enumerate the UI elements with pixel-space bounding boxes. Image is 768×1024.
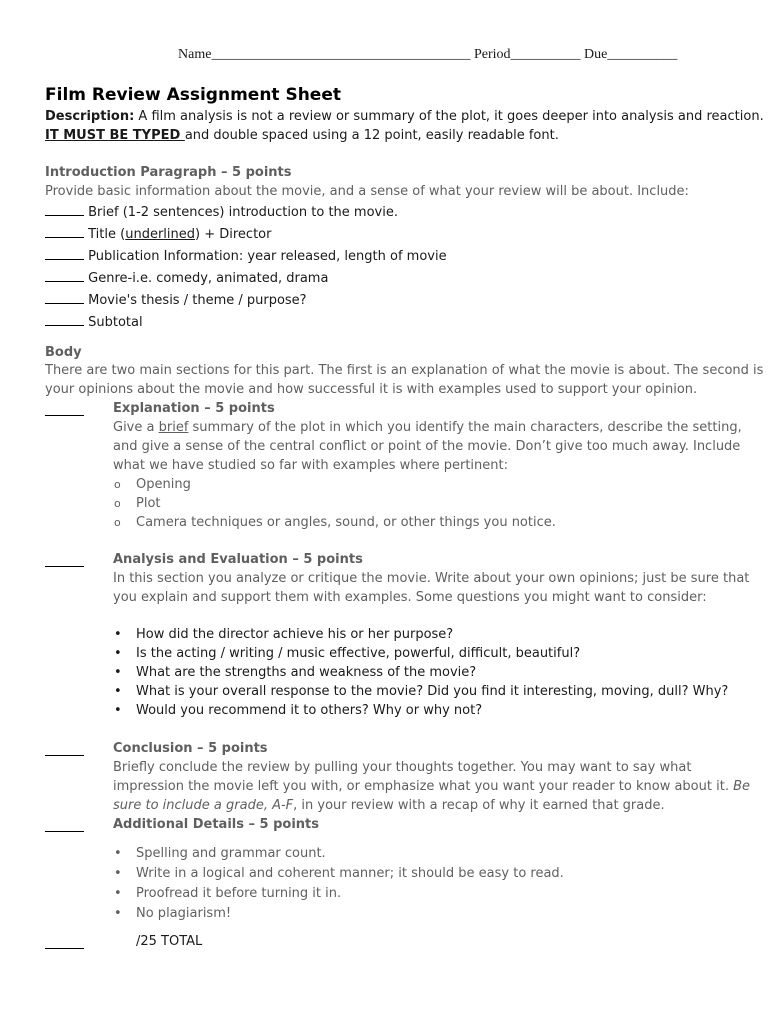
due-label: Due	[584, 47, 608, 62]
intro-item	[45, 203, 398, 220]
explanation-bullet: Opening	[136, 477, 191, 492]
intro-item-label: Subtotal	[88, 315, 143, 330]
additional-bullet: No plagiarism!	[136, 906, 232, 921]
bullet-marker: •	[114, 906, 122, 921]
additional-bullet: Spelling and grammar count.	[136, 846, 326, 861]
bullet-marker: •	[114, 627, 122, 642]
bullet-marker: o	[114, 497, 121, 510]
analysis-question: Would you recommend it to others? Why or why not?	[136, 703, 483, 718]
bullet-marker: •	[114, 886, 122, 901]
explanation-bullet: Plot	[136, 496, 161, 511]
underlined-word: underlined	[125, 227, 196, 242]
description-line-2	[45, 128, 559, 143]
bullet-marker: •	[114, 703, 122, 718]
bullet-marker: •	[114, 866, 122, 881]
analysis-question: Is the acting / writing / music effective, powerful, difficult, beautiful?	[136, 646, 581, 661]
conclusion-line: sure to include a grade, A-F, in your review with a recap of why it earned that grade.	[113, 798, 665, 813]
total-label: /25 TOTAL	[136, 934, 203, 949]
description-text: A film analysis is not a review or summary of the plot, it goes deeper into analysis and reaction.	[134, 109, 764, 124]
intro-item	[45, 313, 143, 330]
name-label: Name	[178, 47, 212, 62]
body-text-line: There are two main sections for this part. The first is an explanation of what the movie is about. The second is	[45, 363, 764, 378]
additional-heading: Additional Details – 5 points	[113, 817, 320, 832]
score-blank	[45, 566, 84, 567]
bullet-marker: o	[114, 516, 121, 529]
explanation-bullet: Camera techniques or angles, sound, or other things you notice.	[136, 515, 556, 530]
intro-item	[45, 225, 271, 242]
bullet-marker: o	[114, 478, 121, 491]
period-line: __________	[510, 47, 581, 62]
intro-item-label: Brief (1-2 sentences) introduction to the movie.	[88, 205, 398, 220]
bullet-marker: •	[114, 665, 122, 680]
conclusion-line: Briefly conclude the review by pulling your thoughts together. You may want to say what	[113, 760, 692, 775]
additional-bullet: Proofread it before turning it in.	[136, 886, 342, 901]
analysis-heading: Analysis and Evaluation – 5 points	[113, 552, 363, 567]
brief-word: brief	[158, 420, 189, 435]
score-blank	[45, 269, 84, 282]
score-blank	[45, 831, 84, 832]
intro-item-label: Genre-i.e. comedy, animated, drama	[88, 271, 329, 286]
intro-text: Provide basic information about the movie, and a sense of what your review will be about. Include:	[45, 184, 689, 199]
page-title: Film Review Assignment Sheet	[45, 85, 341, 105]
analysis-line: you explain and support them with examples. Some questions you might want to consider:	[113, 590, 707, 605]
analysis-line: In this section you analyze or critique the movie. Write about your own opinions; just be sure that	[113, 571, 750, 586]
due-line: __________	[607, 47, 678, 62]
analysis-question: How did the director achieve his or her purpose?	[136, 627, 454, 642]
explanation-line: and give a sense of the central conflict or point of the movie. Don’t give too much away. Include	[113, 439, 741, 454]
analysis-question: What is your overall response to the movie? Did you find it interesting, moving, dull? Why?	[136, 684, 729, 699]
score-blank	[45, 225, 84, 238]
intro-item	[45, 291, 307, 308]
bullet-marker: •	[114, 846, 122, 861]
bullet-marker: •	[114, 684, 122, 699]
description-line-1	[45, 109, 764, 124]
body-heading: Body	[45, 345, 82, 360]
score-blank	[45, 247, 84, 260]
bullet-marker: •	[114, 646, 122, 661]
name-line: _____________________________________	[211, 47, 471, 62]
score-blank	[45, 203, 84, 216]
score-blank	[45, 948, 84, 949]
intro-item-label: Movie's thesis / theme / purpose?	[88, 293, 307, 308]
typed-requirement: IT MUST BE TYPED	[45, 128, 185, 143]
intro-item	[45, 247, 447, 264]
score-blank	[45, 291, 84, 304]
conclusion-line: impression the movie left you with, or emphasize what you want your reader to know about it. Be	[113, 779, 750, 794]
analysis-question: What are the strengths and weakness of the movie?	[136, 665, 477, 680]
period-label: Period	[473, 47, 511, 62]
intro-item	[45, 269, 328, 286]
body-text-line: your opinions about the movie and how successful it is with examples used to support your opinion.	[45, 382, 698, 397]
conclusion-heading: Conclusion – 5 points	[113, 741, 268, 756]
score-blank	[45, 415, 84, 416]
intro-item-label: Title (	[88, 227, 126, 242]
intro-heading: Introduction Paragraph – 5 points	[45, 165, 292, 180]
additional-bullet: Write in a logical and coherent manner; it should be easy to read.	[136, 866, 564, 881]
intro-item-label-rest: ) + Director	[195, 227, 272, 242]
score-blank	[45, 313, 84, 326]
explanation-line: Give a brief summary of the plot in which you identify the main characters, describe the setting,	[113, 420, 742, 435]
explanation-heading: Explanation – 5 points	[113, 401, 275, 416]
header-row	[178, 47, 677, 63]
score-blank	[45, 755, 84, 756]
description-text-2: and double spaced using a 12 point, easily readable font.	[184, 128, 559, 143]
description-label: Description:	[45, 109, 135, 124]
intro-item-label: Publication Information: year released, length of movie	[88, 249, 447, 264]
explanation-line: what we have studied so far with examples where pertinent:	[113, 458, 508, 473]
